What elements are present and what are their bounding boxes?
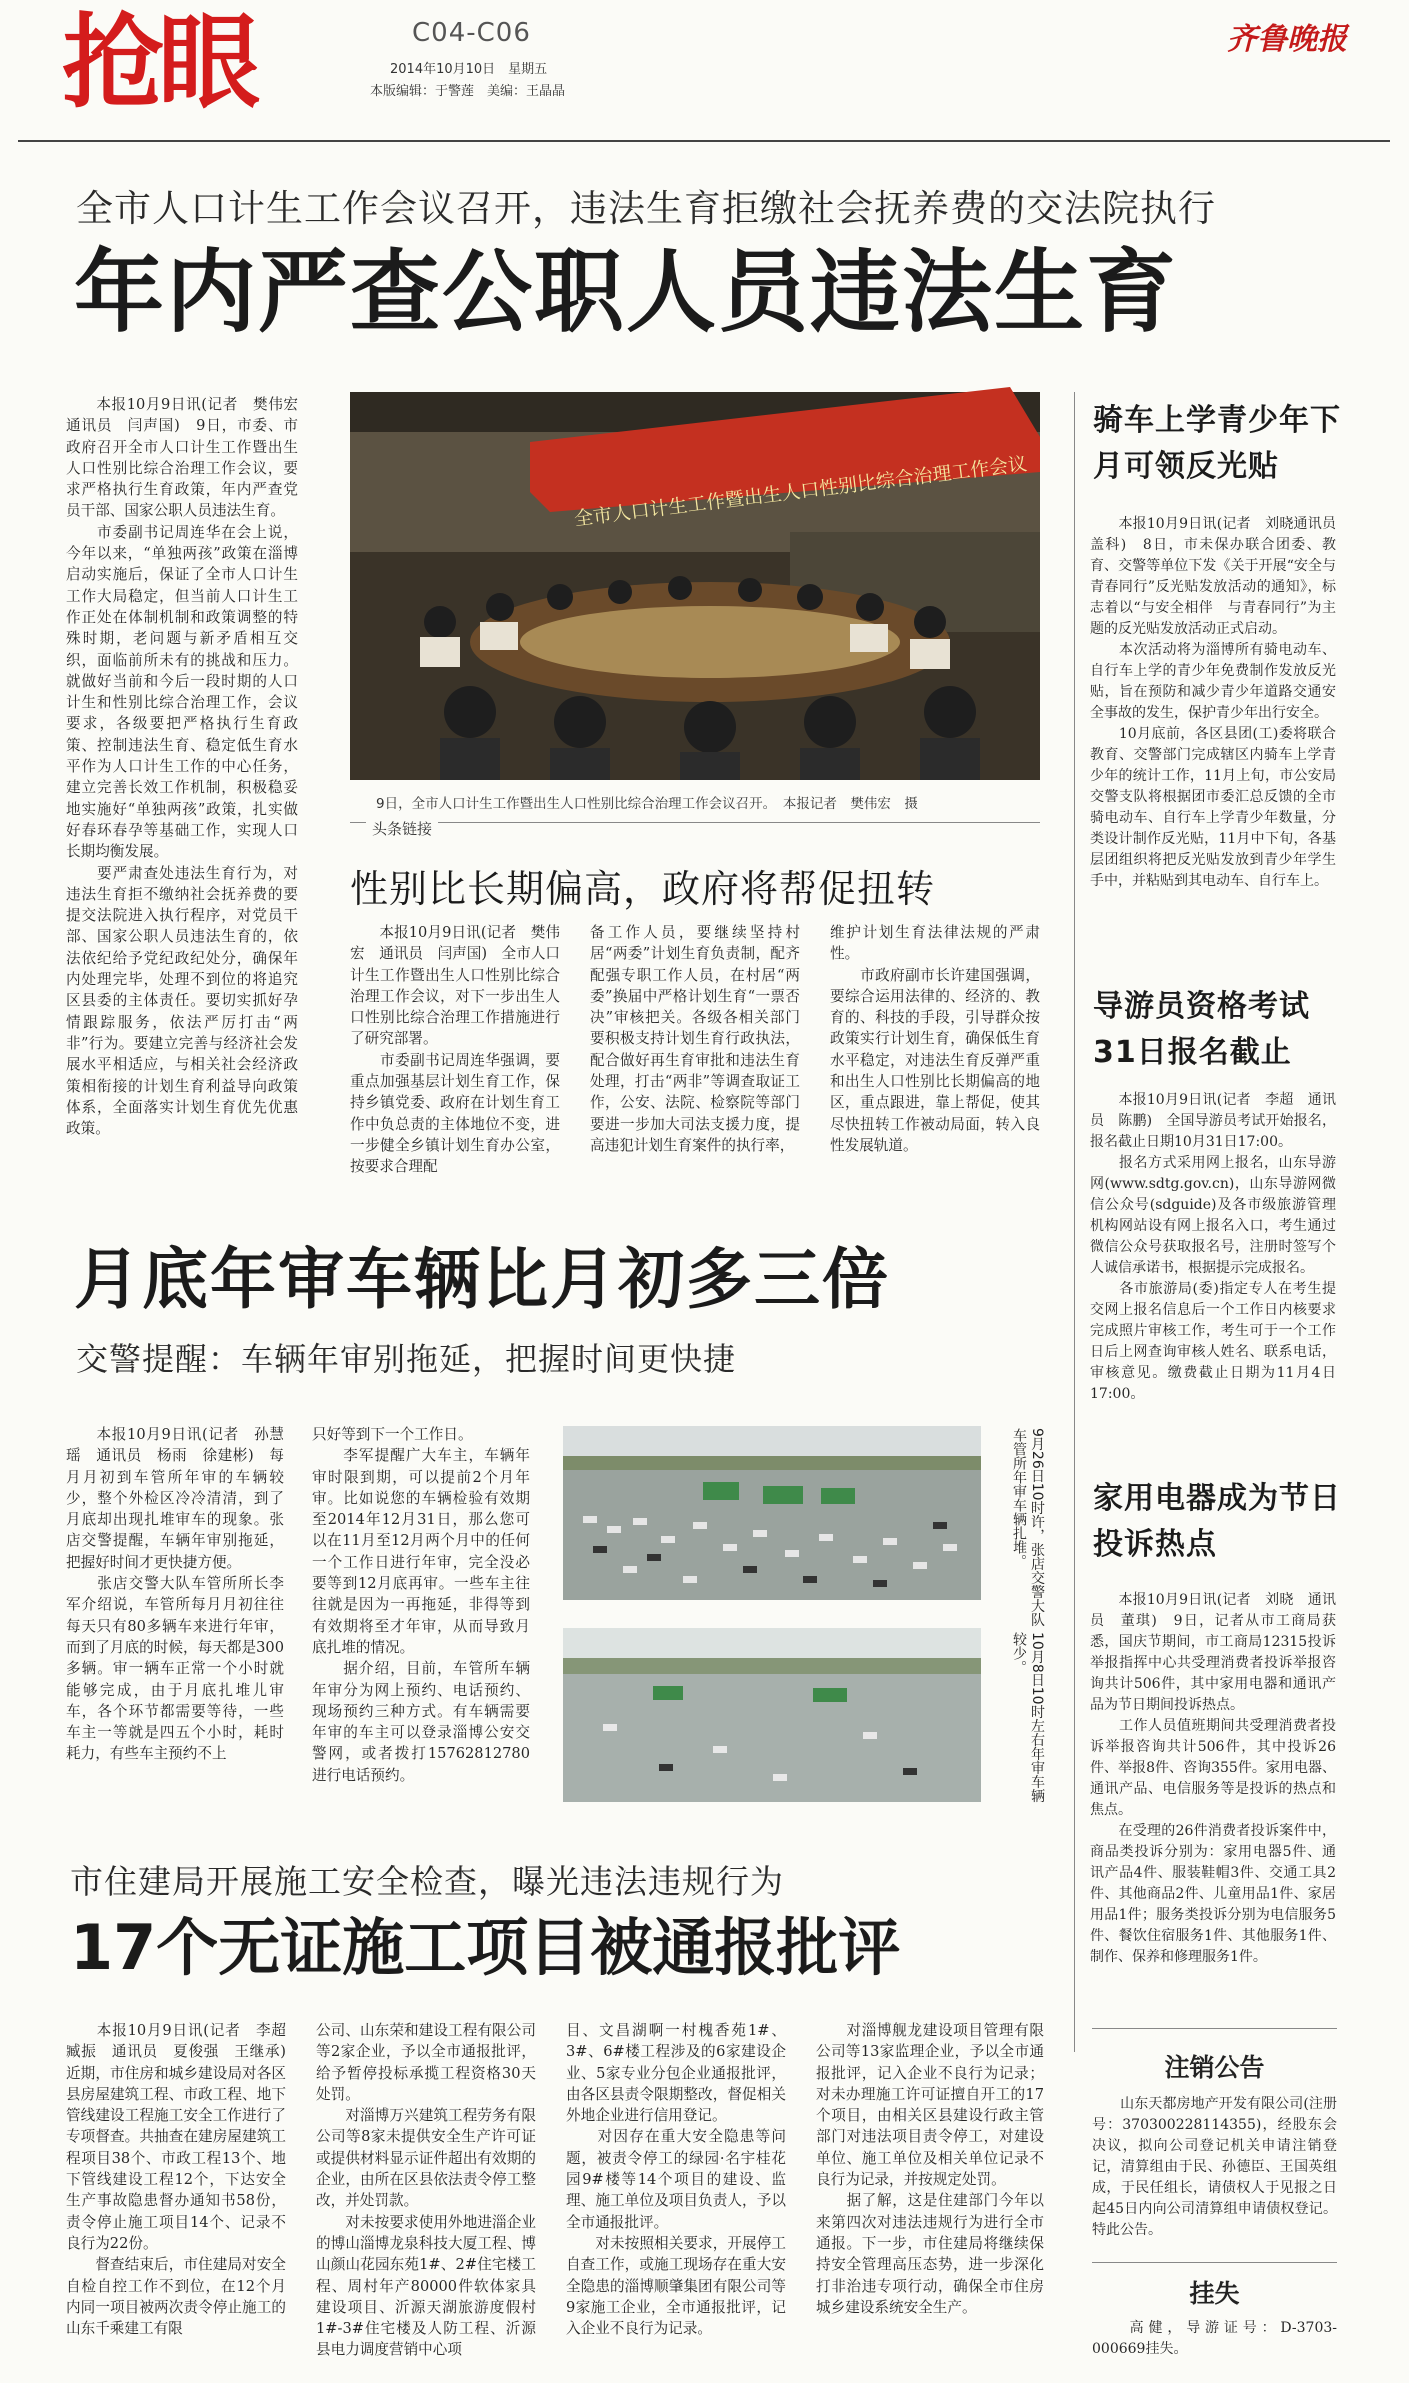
- side2-body: 本报10月9日讯(记者 李超 通讯员 陈鹏) 全国导游员考试开始报名，报名截止日期10月31日17:00。 报名方式采用网上报名，山东导游网(www.sdtg.gov.cn)，山东导游网微信公众号(sdguide)及各市级旅游管理机构网站设有网上报名入口，考生通过微信公众号获取报名号，注册时签写个人诚信承诺书，根据提示完成报名。 各市旅游局(委)指定专人在考生提交网上报名信息后一个工作日内核要求完成照片审核工作，考生可于一个工作日后上网查询审核人姓名、联系电话，审核意见。缴费截止日期为11月4日17:00。: [1090, 1092, 1336, 1402]
- date-line: 2014年10月10日 星期五: [390, 62, 548, 77]
- story1-sub-headline: 性别比长期偏高，政府将帮促扭转: [350, 867, 936, 911]
- busy-lot-photo: [563, 1426, 981, 1600]
- notice-body: 山东天都房地产开发有限公司(注册号：370300228114355)，经股东会决议，拟向公司登记机关申请注销登记，清算组由于民、孙德臣、王国英组成，于民任组长，请债权人于见报之日起45日内向公司清算组申请债权登记。特此公告。: [1092, 2096, 1337, 2238]
- story3-column-4: 对淄博舰龙建设项目管理有限公司等13家监理企业，予以全市通报批评，记入企业不良行为记录；对未办理施工许可证擅自开工的17个项目，由相关区县建设行政主管部门对违法项目责令停工，对建设单位、施工单位及相关单位记录不良行为记录，并按规定处罚。 据了解，这是住建部门今年以来第四次对违法违规行为进行全市通报。下一步，市住建局将继续保持安全管理高压态势，进一步深化打非治违专项行动，确保全市住房城乡建设系统安全生产。: [816, 2022, 1044, 2316]
- masthead-rule: [18, 140, 1390, 142]
- story3-column-1: 本报10月9日讯(记者 李超 臧振 通讯员 夏俊强 王继承) 近期，市住房和城乡建设局对各区县房屋建筑工程、市政工程、地下管线建设工程施工安全工作进行了专项督查。共抽查在建房屋建筑工程项目38个、市政工程13个、地下管线建设工程12个，下达安全生产事故隐患督办通知书58份，责令停止施工项目14个、记录不良行为22份。 督查结束后，市住建局对安全自检自控工作不到位，在12个月内同一项目被两次责令停止施工的山东千乘建工有限: [66, 2022, 286, 2338]
- editors-line: 本版编辑：于警莲 美编：王晶晶: [370, 84, 566, 99]
- side1-headline: 骑车上学青少年下月可领反光贴: [1093, 403, 1341, 484]
- meeting-banner-text: 全市人口计生工作暨出生人口性别比综合治理工作会议: [572, 452, 1029, 531]
- busy-lot-illustration: [563, 1426, 981, 1600]
- side1-body: 本报10月9日讯(记者 刘晓通讯员 盖科) 8日，市未保办联合团委、教育、交警等单位下发《关于开展“安全与青春同行”反光贴发放活动的通知》，标志着以“与安全相伴 与青春同行”为主题的反光贴发放活动正式启动。 本次活动将为淄博所有骑电动车、自行车上学的青少年免费制作发放反光贴，旨在预防和减少青少年道路交通安全事故的发生，保护青少年出行安全。 10月底前，各区县团(工)委将联合教育、交警部门完成辖区内骑车上学青少年的统计工作，11月上旬，市公安局交警支队将根据团市委汇总反馈的全市骑电动车、自行车上学青少年数量，分类设计制作反光贴，11月中下旬，各基层团组织将把反光贴发放到青少年学生手中，并粘贴到其电动车、自行车上。: [1090, 516, 1336, 889]
- side3-headline: 家用电器成为节日投诉热点: [1093, 1481, 1341, 1562]
- sub-column-1: 本报10月9日讯(记者 樊伟宏 通讯员 闫声国) 全市人口计生工作暨出生人口性别比综合治理工作会议，对下一步出生人口性别比综合治理工作措施进行了研究部署。 市委副书记周连华强调，要重点加强基层计划生育工作，保持乡镇党委、政府在计划生育工作中负总责的主体地位不变，进一步健全乡镇计划生育办公室，按要求合理配: [350, 924, 561, 1176]
- sidebar-divider: [1074, 392, 1075, 2052]
- meeting-photo: [350, 392, 1040, 780]
- story3-kicker: 市住建局开展施工安全检查，曝光违法违规行为: [70, 1862, 784, 1901]
- sub-column-2: 备工作人员，要继续坚持村居“两委”计划生育负责制，配齐配强专职工作人员，在村居“两委”换届中严格计划生育“一票否决”审核把关。各级各相关部门要积极支持计划生育行政执法，配合做好再生育审批和违法生育处理，打击“两非”等调查取证工作，公安、法院、检察院等部门要进一步加大司法支援力度，提高违犯计划生育案件的执行率，: [590, 924, 800, 1154]
- story1-headline: 年内严查公职人员违法生育: [74, 240, 1178, 345]
- busy-lot-caption: 9月26日10时许，张店交警大队车管所年审车辆扎堆。: [1011, 1428, 1045, 1627]
- quiet-lot-photo: [563, 1628, 981, 1802]
- headline-link-tag: 头条链接: [366, 818, 438, 839]
- notice-title: 注销公告: [1164, 2053, 1265, 2082]
- story2-headline: 月底年审车辆比月初多三倍: [74, 1241, 890, 1318]
- link-rule: [350, 822, 1040, 823]
- side2-headline: 导游员资格考试31日报名截止: [1093, 989, 1310, 1070]
- sub-column-3: 维护计划生育法律法规的严肃性。 市政府副市长许建国强调，要综合运用法律的、经济的、教育的、科技的手段，引导群众按政策实行计划生育，确保低生育水平稳定，对违法生育反弹严重和出生人口性别比长期偏高的地区，重点跟进，靠上帮促，使其尽快扭转工作被动局面，转入良性发展轨道。: [830, 924, 1040, 1154]
- story2-column-2: 只好等到下一个工作日。 李军提醒广大车主，车辆年审时限到期，可以提前2个月年审。比如说您的车辆检验有效期至2014年12月31日，那么您可以在11月至12月两个月中的任何一个工作日进行年审，完全没必要等到12月底再审。一些车主往往就是因为一再拖延，非得等到有效期将至才年审，从而导致月底扎堆的情况。 据介绍，目前，车管所车辆年审分为网上预约、电话预约、现场预约三种方式。有车辆需要年审的车主可以登录淄博公安交警网，或者拨打15762812780进行电话预约。: [312, 1426, 530, 1784]
- quiet-lot-illustration: [563, 1628, 981, 1802]
- story3-headline: 17个无证施工项目被通报批评: [70, 1911, 901, 1984]
- section-logo: 抢眼: [62, 4, 254, 123]
- story2-column-1: 本报10月9日讯(记者 孙慧瑶 通讯员 杨雨 徐建彬) 每月月初到车管所年审的车辆较少，整个外检区冷冷清清，到了月底却出现扎堆审车的现象。张店交警提醒，车辆年审别拖延，把握好时间才更快捷方便。 张店交警大队车管所所长李军介绍说，车管所每月月初往往每天只有80多辆车来进行年审，而到了月底的时候，每天都是300多辆。审一辆车正常一个小时就能够完成，由于月底扎堆儿审车，各个环节都需要等待，一些车主一等就是四五个小时，耗时耗力，有些车主预约不上: [66, 1426, 284, 1763]
- paper-name-logo: 齐鲁晚报: [1227, 22, 1347, 57]
- story3-column-2: 公司、山东荣和建设工程有限公司等2家企业，予以全市通报批评，给予暂停投标承揽工程资格30天处罚。 对淄博万兴建筑工程劳务有限公司等8家未提供安全生产许可证或提供材料显示证件超出有效期的企业，由所在区县依法责令停工整改，并处罚款。 对未按要求使用外地进淄企业的博山淄博龙泉科技大厦工程、博山颜山花园东苑1#、2#住宅楼工程、周村年产80000件软体家具建设项目、沂源天湖旅游度假村1#-3#住宅楼及人防工程、沂源县电力调度营销中心项: [316, 2022, 536, 2359]
- story1-kicker: 全市人口计生工作会议召开，违法生育拒缴社会抚养费的交法院执行: [76, 187, 1216, 230]
- page-code: C04-C06: [412, 18, 531, 48]
- meeting-photo-caption: 9日，全市人口计生工作暨出生人口性别比综合治理工作会议召开。 本报记者 樊伟宏 摄: [376, 796, 918, 812]
- story1-column-1: 本报10月9日讯(记者 樊伟宏 通讯员 闫声国) 9日，市委、市政府召开全市人口计生工作暨出生人口性别比综合治理工作会议，要求严格执行生育政策，年内严查党员干部、国家公职人员违法生育。 市委副书记周连华在会上说，今年以来，“单独两孩”政策在淄博启动实施后，保证了全市人口计生工作大局稳定，但当前人口计生工作正处在体制机制和政策调整的特殊时期，老问题与新矛盾相互交织，面临前所未有的挑战和压力。就做好当前和今后一段时期的人口计生和性别比综合治理工作，会议要求，各级要把严格执行生育政策、控制违法生育、稳定低生育水平作为人口计生工作的中心任务，建立完善长效工作机制，积极稳妥地实施好“单独两孩”政策，扎实做好春环春孕等基础工作，实现人口长期均衡发展。 要严肃查处违法生育行为，对违法生育拒不缴纳社会抚养费的要提交法院进入执行程序，对党员干部、国家公职人员违法生育的，依法依纪给予党纪政纪处分，确保年内处理完毕，处理不到位的将追究区县委的主体责任。要切实抓好孕情跟踪服务，依法严厉打击“两非”行为。要建立完善与经济社会发展水平相适应，与相关社会经济政策相衔接的计划生育利益导向政策体系，全面落实计划生育优先优惠政策。: [66, 396, 298, 1138]
- quiet-lot-caption: 10月8日10时左右年审车辆较少。: [1011, 1632, 1045, 1803]
- meeting-photo-illustration: [350, 392, 1040, 780]
- lost-title: 挂失: [1189, 2279, 1240, 2308]
- lost-body: 高健，导游证号：D-3703-000669挂失。: [1092, 2320, 1337, 2357]
- notice-rule: [1092, 2028, 1337, 2029]
- lost-rule: [1092, 2262, 1337, 2263]
- side3-body: 本报10月9日讯(记者 刘晓 通讯员 董琪) 9日，记者从市工商局获悉，国庆节期间，市工商局12315投诉举报指挥中心共受理消费者投诉举报咨询共计506件，其中家用电器和通讯产品为节日期间投诉热点。 工作人员值班期间共受理消费者投诉举报咨询共计506件，其中投诉26件、举报8件、咨询355件。家用电器、通讯产品、电信服务等是投诉的热点和焦点。 在受理的26件消费者投诉案件中，商品类投诉分别为：家用电器5件、通讯产品4件、服装鞋帽3件、交通工具2件、其他商品2件、儿童用品1件、家居用品1件；服务类投诉分别为电信服务5件、餐饮住宿服务1件、其他服务1件、制作、保养和修理服务1件。: [1090, 1592, 1336, 1965]
- story2-kicker: 交警提醒：车辆年审别拖延，把握时间更快捷: [76, 1340, 737, 1378]
- story3-column-3: 目、文昌湖啊一村槐香苑1#、3#、6#楼工程涉及的6家建设企业、5家专业分包企业通报批评，由各区县责令限期整改，督促相关外地企业进行信用登记。 对因存在重大安全隐患等问题，被责令停工的绿园·名宇桂花园9#楼等14个项目的建设、监理、施工单位及项目负责人，予以全市通报批评。 对未按照相关要求，开展停工自查工作，或施工现场存在重大安全隐患的淄博顺肇集团有限公司等9家施工企业，全市通报批评，记入企业不良行为记录。: [566, 2022, 786, 2338]
